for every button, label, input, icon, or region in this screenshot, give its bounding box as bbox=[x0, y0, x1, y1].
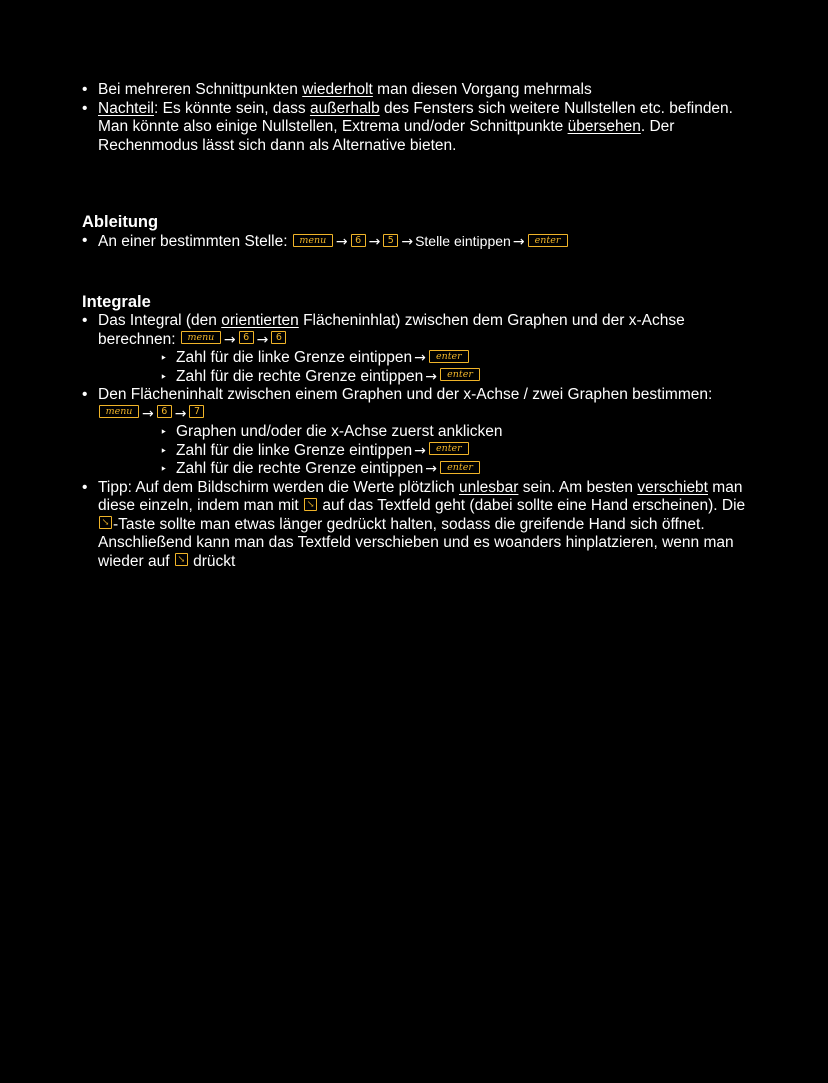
underlined-text: unlesbar bbox=[458, 478, 519, 496]
text: man diese einzeln, indem man mit bbox=[98, 478, 743, 514]
text: Bei mehreren Schnittpunkten bbox=[98, 81, 303, 98]
pointer-key-icon: ↘ bbox=[304, 498, 317, 511]
sub-list-item bbox=[98, 349, 762, 368]
text: . Der Rechenmodus lässt sich dann als Alternative bieten. bbox=[98, 118, 675, 154]
arrow-icon: → bbox=[142, 405, 154, 422]
list-item bbox=[82, 81, 762, 100]
key-6: 6 bbox=[271, 331, 286, 344]
underlined-text: übersehen bbox=[567, 118, 641, 135]
sub-list-item bbox=[98, 368, 762, 387]
text: Zahl für die rechte Grenze eintippen bbox=[176, 367, 424, 385]
sub-list-item bbox=[98, 423, 762, 442]
sub-list bbox=[98, 349, 762, 386]
menu-key: menu bbox=[99, 405, 139, 418]
text: man diesen Vorgang mehrmals bbox=[372, 81, 592, 98]
arrow-icon: → bbox=[414, 350, 426, 366]
sub-list-item bbox=[98, 460, 762, 479]
menu-key: menu bbox=[181, 331, 221, 344]
enter-key: enter bbox=[528, 234, 568, 247]
underlined-text: außerhalb bbox=[309, 99, 380, 117]
underlined-text: orientierten bbox=[221, 312, 299, 329]
text: Graphen und/oder die x-Achse zuerst anklicken bbox=[176, 423, 503, 440]
top-section bbox=[82, 81, 762, 155]
handwritten-instruction: Stelle eintippen bbox=[415, 233, 511, 249]
enter-key: enter bbox=[440, 461, 480, 474]
text: Den Flächeninhalt zwischen einem Graphen und der x-Achse / zwei Graphen bestimmen: bbox=[98, 386, 713, 403]
key-6: 6 bbox=[351, 234, 366, 247]
key-7: 7 bbox=[189, 405, 204, 418]
sub-list bbox=[98, 423, 762, 479]
integrale-list bbox=[82, 312, 762, 571]
text: Tipp: Auf dem Bildschirm werden die Werte plötzlich bbox=[98, 478, 459, 496]
text: Zahl für die rechte Grenze eintippen bbox=[176, 460, 424, 477]
pointer-key-icon: ↘ bbox=[99, 516, 112, 529]
underlined-text: Nachteil bbox=[98, 99, 154, 117]
arrow-icon: → bbox=[401, 234, 414, 250]
text: -Taste sollte man etwas länger gedrückt halten, sodass die greifende Hand sich öffnet. Anschließend kann man das Textfeld verschieben und es woanders hinplatzieren, wenn man wieder auf bbox=[98, 515, 734, 570]
integrale-section bbox=[82, 292, 762, 571]
integrale-heading: Integrale bbox=[82, 293, 151, 311]
arrow-icon: → bbox=[425, 461, 438, 477]
enter-key: enter bbox=[429, 442, 469, 455]
key-5: 5 bbox=[383, 234, 398, 247]
arrow-icon: → bbox=[414, 442, 426, 459]
arrow-icon: → bbox=[512, 234, 525, 250]
arrow-icon: → bbox=[174, 405, 187, 422]
sub-list-item bbox=[98, 442, 762, 461]
menu-key: menu bbox=[293, 234, 333, 247]
text: drückt bbox=[188, 552, 236, 570]
text: Das Integral (den bbox=[98, 312, 222, 329]
text: : Es könnte sein, dass bbox=[154, 99, 310, 117]
ableitung-heading: Ableitung bbox=[82, 213, 159, 231]
text: des Fensters sich weitere Nullstellen etc. befinden. Man könnte also einige Nullstellen, Extrema und/oder Schnittpunkte bbox=[98, 99, 733, 135]
top-list bbox=[82, 81, 762, 155]
key-6: 6 bbox=[239, 331, 254, 344]
text: Zahl für die linke Grenze eintippen bbox=[176, 349, 413, 366]
underlined-text: verschiebt bbox=[637, 478, 708, 496]
list-item bbox=[82, 386, 762, 479]
pointer-key-icon: ↘ bbox=[175, 553, 188, 566]
enter-key: enter bbox=[440, 368, 480, 381]
list-item bbox=[82, 479, 762, 572]
arrow-icon: → bbox=[368, 234, 381, 250]
text: Zahl für die linke Grenze eintippen bbox=[176, 441, 413, 459]
arrow-icon: → bbox=[335, 234, 348, 250]
list-item bbox=[82, 232, 762, 252]
text: auf das Textfeld geht (dabei sollte eine Hand erscheinen). Die bbox=[318, 497, 746, 514]
list-item bbox=[82, 312, 762, 386]
arrow-icon: → bbox=[425, 368, 438, 385]
enter-key: enter bbox=[429, 350, 469, 363]
list-item bbox=[82, 100, 762, 156]
arrow-icon: → bbox=[223, 331, 236, 348]
ableitung-section bbox=[82, 212, 762, 252]
underlined-text: wiederholt bbox=[302, 81, 373, 98]
arrow-icon: → bbox=[256, 331, 269, 348]
text: Flächeninhlat) zwischen dem Graphen und der x-Achse berechnen: bbox=[98, 312, 685, 348]
key-6: 6 bbox=[157, 405, 172, 418]
text: sein. Am besten bbox=[518, 478, 638, 496]
ableitung-list bbox=[82, 232, 762, 252]
text: An einer bestimmten Stelle: bbox=[98, 233, 288, 250]
